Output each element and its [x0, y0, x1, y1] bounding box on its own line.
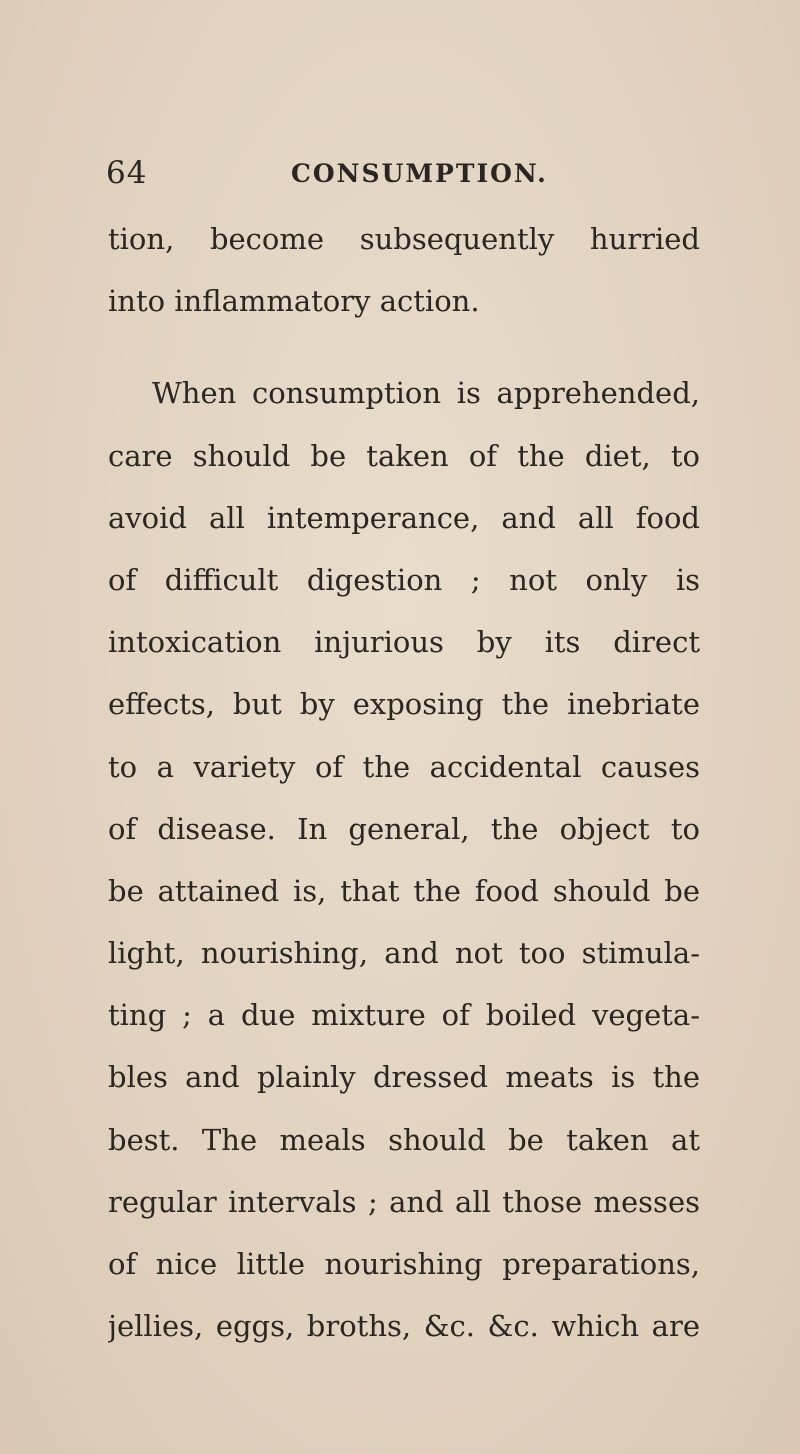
running-title: CONSUMPTION. [291, 159, 548, 188]
text-line: avoid all intemperance, and all food [108, 500, 700, 535]
text-line: effects, but by exposing the inebriate [108, 687, 700, 722]
text-line: best. The meals should be taken at [108, 1122, 700, 1157]
text-line: tion, become subsequently hurried [108, 222, 700, 256]
text-line: light, nourishing, and not too stimula- [108, 936, 700, 971]
text-line: of difficult digestion ; not only is [108, 562, 700, 597]
text-line: regular intervals ; and all those messes [108, 1184, 700, 1219]
text-line: ting ; a due mixture of boiled vegeta- [108, 998, 700, 1033]
paragraph-2 [108, 362, 700, 1357]
paragraph-1 [108, 208, 700, 332]
text-line: of disease. In general, the object to [108, 811, 700, 846]
body-text [108, 208, 700, 1357]
paragraph-gap [108, 332, 700, 362]
text-line: of nice little nourishing preparations, [108, 1247, 700, 1281]
text-line: intoxication injurious by its direct [108, 625, 700, 660]
text-line: be attained is, that the food should be [108, 873, 700, 908]
page-number: 64 [106, 155, 148, 191]
text-line: into inflammatory action. [108, 284, 480, 319]
text-line: jellies, eggs, broths, &c. &c. which are [108, 1309, 700, 1344]
text-line: to a variety of the accidental causes [108, 749, 700, 784]
text-line: When consumption is apprehended, [152, 376, 700, 411]
text-line: bles and plainly dressed meats is the [108, 1060, 700, 1095]
running-head [106, 155, 706, 195]
text-line: care should be taken of the diet, to [108, 438, 700, 473]
